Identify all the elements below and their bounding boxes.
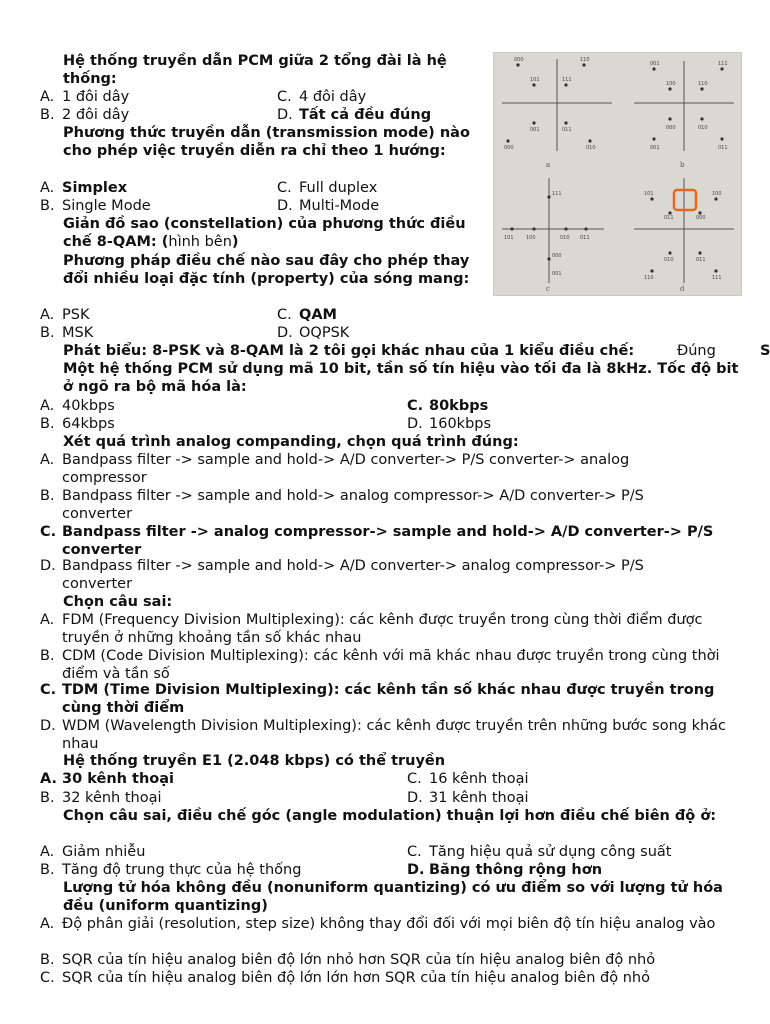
question-1-stem: Hệ thống truyền dẫn PCM giữa 2 tổng đài là hệ thống: <box>63 53 447 87</box>
svg-text:011: 011 <box>664 215 674 221</box>
svg-text:001: 001 <box>650 61 660 67</box>
question-5-stem: Phát biểu: 8-PSK và 8-QAM là 2 tôi gọi khác nhau của 1 kiểu điều chế: <box>63 343 635 359</box>
svg-text:010: 010 <box>698 125 708 131</box>
svg-text:011: 011 <box>696 257 706 263</box>
constellation-photo <box>493 52 742 296</box>
q8-option-a: A. FDM (Frequency Division Multiplexing): các kênh được truyền trong cùng thời điểm được truyền ở những khoảng tần số khác nhau <box>40 612 703 646</box>
q7-option-d: D. Bandpass filter -> sample and hold-> A/D converter-> analog compressor-> P/S converter <box>40 558 644 592</box>
q4-option-d: D. OQPSK <box>277 325 350 341</box>
panel-label-b: b <box>680 161 685 169</box>
svg-text:010: 010 <box>664 257 674 263</box>
svg-text:011: 011 <box>718 145 728 151</box>
q2-option-a: A. Simplex <box>40 180 128 196</box>
svg-text:010: 010 <box>586 145 596 151</box>
question-6-stem: Một hệ thống PCM sử dụng mã 10 bit, tần số tín hiệu vào tối đa là 8kHz. Tốc độ bit ở ngõ ra bộ mã hóa là: <box>63 361 739 395</box>
svg-text:001: 001 <box>530 127 540 133</box>
q2-option-b: B. Single Mode <box>40 198 151 214</box>
q10-option-a: A. Giảm nhiễu <box>40 844 146 860</box>
q1-option-c: C. 4 đôi dây <box>277 89 367 105</box>
question-7-stem: Xét quá trình analog companding, chọn quá trình đúng: <box>63 434 519 450</box>
svg-text:110: 110 <box>698 81 708 87</box>
q1-option-a: A. 1 đôi dây <box>40 89 130 105</box>
svg-text:101: 101 <box>504 235 514 241</box>
q5-answer-true: Đúng <box>677 343 716 359</box>
q10-option-c: C. Tăng hiệu quả sử dụng công suất <box>407 844 672 860</box>
q9-option-d: D. 31 kênh thoại <box>407 790 529 806</box>
panel-label-d: d <box>680 285 685 293</box>
svg-text:110: 110 <box>644 275 654 281</box>
figure-hint: hình bên <box>168 234 232 250</box>
svg-text:111: 111 <box>712 275 722 281</box>
svg-text:100: 100 <box>526 235 536 241</box>
q4-option-a: A. PSK <box>40 307 90 323</box>
svg-text:000: 000 <box>552 253 562 259</box>
q10-option-d: D. Băng thông rộng hơn <box>407 862 603 878</box>
q2-option-d: D. Multi-Mode <box>277 198 380 214</box>
svg-text:101: 101 <box>530 77 540 83</box>
svg-text:010: 010 <box>560 235 570 241</box>
highlight-box <box>674 190 696 210</box>
q2-option-c: C. Full duplex <box>277 180 378 196</box>
panel-label-c: c <box>546 285 550 293</box>
svg-text:001: 001 <box>552 271 562 277</box>
q7-option-c: C. Bandpass filter -> analog compressor-> sample and hold-> A/D converter-> P/S converter <box>40 524 714 558</box>
q7-option-a: A. Bandpass filter -> sample and hold-> A/D converter-> P/S converter-> analog compressor <box>40 452 630 486</box>
panel-label-a: a <box>546 161 551 169</box>
question-11-stem: Lượng tử hóa không đều (nonuniform quantizing) có ưu điểm so với lượng tử hóa đều (uniform quantizing) <box>63 880 723 914</box>
q10-option-b: B. Tăng độ trung thực của hệ thống <box>40 862 302 878</box>
svg-text:000: 000 <box>696 215 706 221</box>
q9-option-b: B. 32 kênh thoại <box>40 790 162 806</box>
question-4-stem: Phương pháp điều chế nào sau đây cho phép thay đổi nhiều loại đặc tính (property) của sóng mang: <box>63 253 470 287</box>
q6-option-d: D. 160kbps <box>407 416 492 432</box>
q11-option-c: C. SQR của tín hiệu analog biên độ lớn lớn hơn SQR của tín hiệu analog biên độ nhỏ <box>40 970 650 986</box>
svg-text:111: 111 <box>718 61 728 67</box>
q11-option-b: B. SQR của tín hiệu analog biên độ lớn nhỏ hơn SQR của tín hiệu analog biên độ nhỏ <box>40 952 656 968</box>
q6-option-c: C. 80kbps <box>407 398 489 414</box>
svg-text:000: 000 <box>504 145 514 151</box>
svg-text:100: 100 <box>712 191 722 197</box>
q8-option-d: D. WDM (Wavelength Division Multiplexing): các kênh được truyền trên những bước song khác nhau <box>40 718 727 752</box>
svg-text:000: 000 <box>666 125 676 131</box>
q1-option-b: B. 2 đôi dây <box>40 107 130 123</box>
q4-option-c: C. QAM <box>277 307 337 323</box>
question-10-stem: Chọn câu sai, điều chế góc (angle modulation) thuận lợi hơn điều chế biên độ ở: <box>63 808 717 824</box>
svg-text:101: 101 <box>644 191 654 197</box>
q6-option-a: A. 40kbps <box>40 398 115 414</box>
svg-text:100: 100 <box>666 81 676 87</box>
question-3-stem: Giản đồ sao (constellation) của phương thức điều chế 8-QAM: (hình bên) <box>63 216 466 250</box>
q8-option-c: C. TDM (Time Division Multiplexing): các kênh tần số khác nhau được truyền trong cùng thời điểm <box>40 682 715 716</box>
svg-text:111: 111 <box>562 77 572 83</box>
q1-option-d: D. Tất cả đều đúng <box>277 107 432 123</box>
q5-answer-false: S <box>760 343 770 359</box>
svg-text:111: 111 <box>552 191 562 197</box>
question-2-stem: Phương thức truyền dẫn (transmission mode) nào cho phép việc truyền diễn ra chỉ theo 1 hướng: <box>63 125 470 159</box>
q4-option-b: B. MSK <box>40 325 94 341</box>
svg-text:001: 001 <box>650 145 660 151</box>
q8-option-b: B. CDM (Code Division Multiplexing): các kênh với mã khác nhau được truyền trong cùng thời điểm và tần số <box>40 648 720 682</box>
svg-text:110: 110 <box>580 57 590 63</box>
svg-text:011: 011 <box>562 127 572 133</box>
q9-option-a: A. 30 kênh thoại <box>40 771 174 787</box>
svg-text:011: 011 <box>580 235 590 241</box>
q9-option-c: C. 16 kênh thoại <box>407 771 529 787</box>
question-9-stem: Hệ thống truyền E1 (2.048 kbps) có thể truyền <box>63 753 446 769</box>
q6-option-b: B. 64kbps <box>40 416 115 432</box>
svg-text:000: 000 <box>514 57 524 63</box>
q7-option-b: B. Bandpass filter -> sample and hold-> analog compressor-> A/D converter-> P/S converter <box>40 488 644 522</box>
q11-option-a: A. Độ phân giải (resolution, step size) không thay đổi đối với mọi biên độ tín hiệu analog vào <box>40 916 716 932</box>
question-8-stem: Chọn câu sai: <box>63 594 173 610</box>
